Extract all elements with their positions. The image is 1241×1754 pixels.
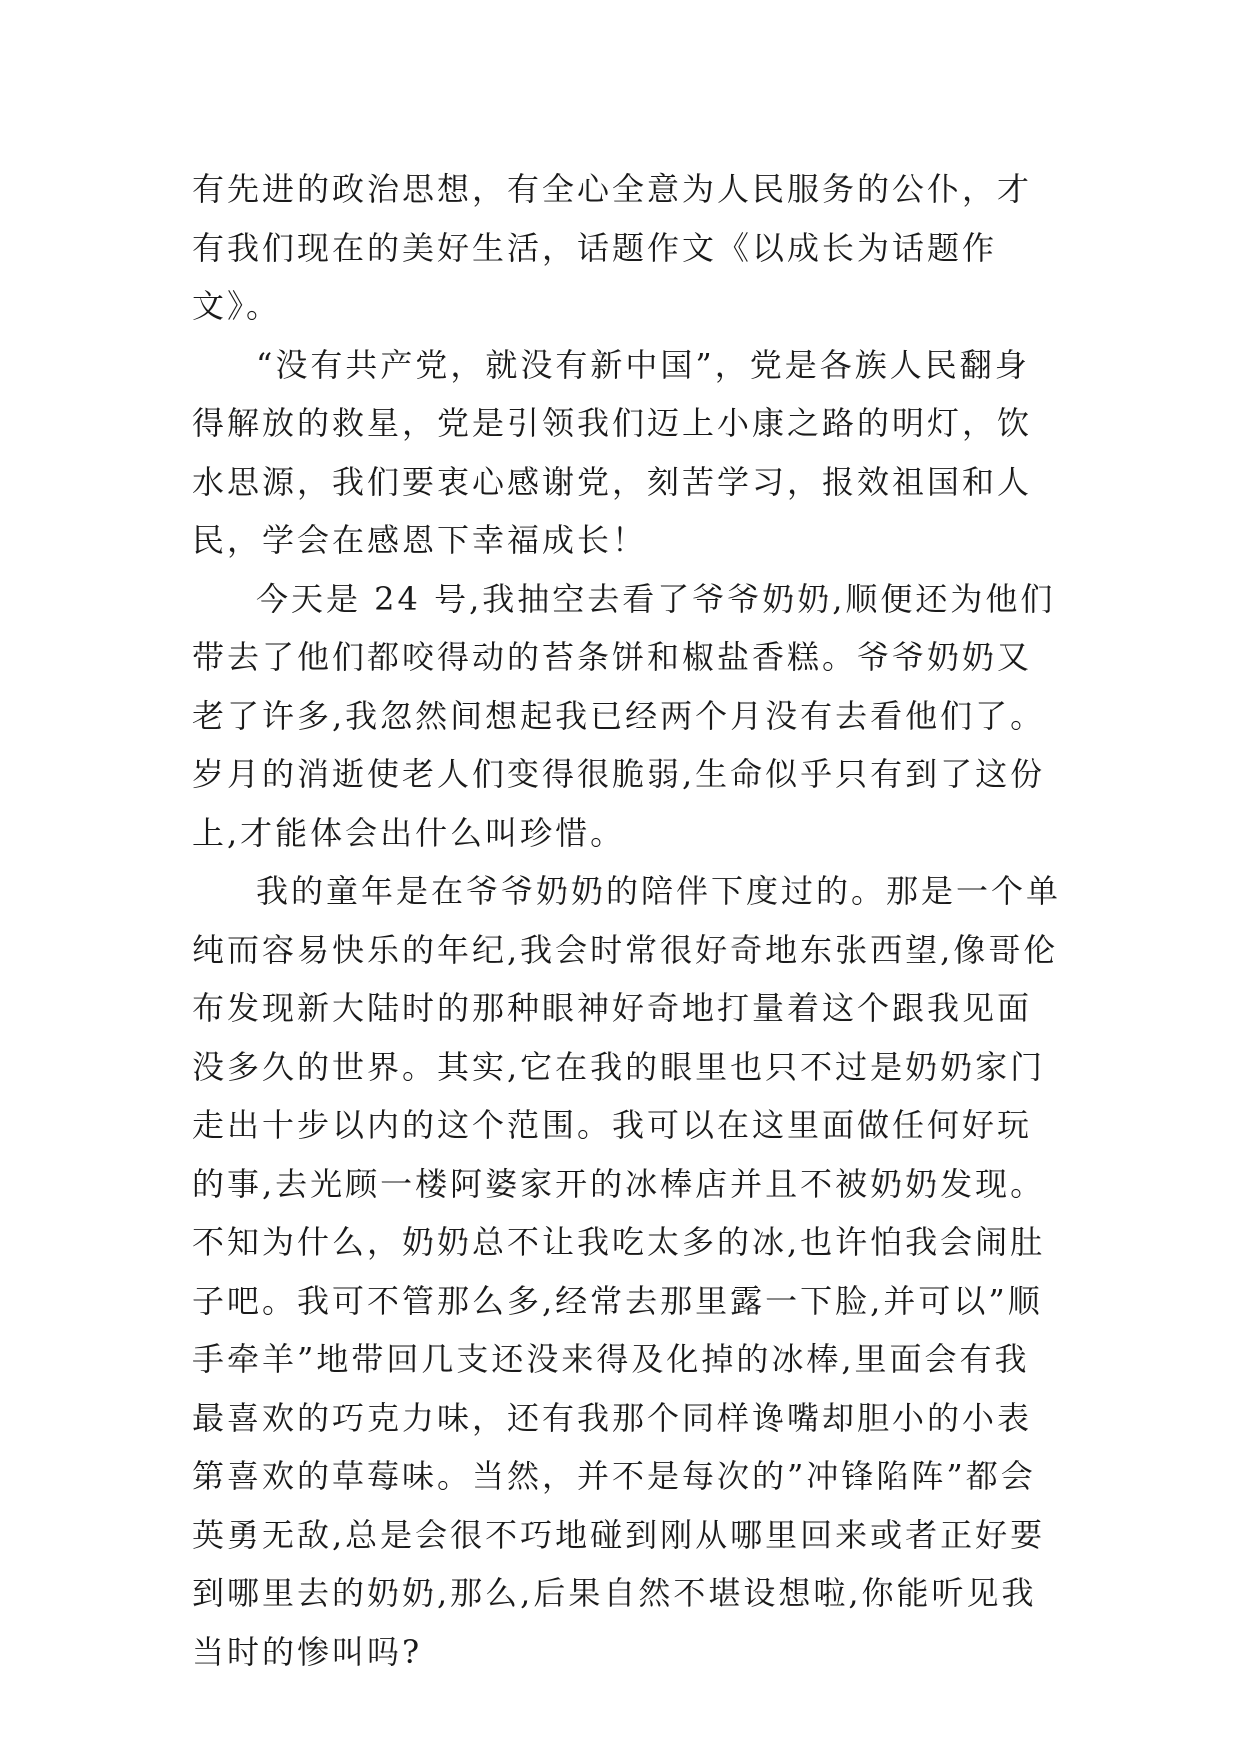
paragraph-4: 我的童年是在爷爷奶奶的陪伴下度过的。那是一个单纯而容易快乐的年纪,我会时常很好奇地东张西望,像哥伦布发现新大陆时的那种眼神好奇地打量着这个跟我见面没多久的世界。其实,它在我的眼里也只不过是奶奶家门走出十步以内的这个范围。我可以在这里面做任何好玩的事,去光顾一楼阿婆家开的冰棒店并且不被奶奶发现。不知为什么，奶奶总不让我吃太多的冰,也许怕我会闹肚子吧。我可不管那么多,经常去那里露一下脸,并可以”顺手牵羊”地带回几支还没来得及化掉的冰棒,里面会有我最喜欢的巧克力味，还有我那个同样谗嘴却胆小的小表第喜欢的草莓味。当然，并不是每次的”冲锋陷阵”都会英勇无敌,总是会很不巧地碰到刚从哪里回来或者正好要到哪里去的奶奶,那么,后果自然不堪设想啦,你能听见我当时的惨叫吗?	[192, 872, 1062, 1671]
document-body	[192, 160, 1064, 1681]
paragraph-2: “没有共产党，就没有新中国”，党是各族人民翻身得解放的救星，党是引领我们迈上小康之路的明灯，饮水思源，我们要衷心感谢党，刻苦学习，报效祖国和人民，学会在感恩下幸福成长！	[192, 345, 1033, 559]
paragraph-3: 今天是 24 号,我抽空去看了爷爷奶奶,顺便还为他们带去了他们都咬得动的苔条饼和椒盐香糕。爷爷奶奶又老了许多,我忽然间想起我已经两个月没有去看他们了。岁月的消逝使老人们变得很脆弱,生命似乎只有到了这份上,才能体会出什么叫珍惜。	[192, 579, 1056, 852]
paragraph-1: 有先进的政治思想，有全心全意为人民服务的公仆，才有我们现在的美好生活，话题作文《以成长为话题作文》。	[192, 170, 1033, 325]
